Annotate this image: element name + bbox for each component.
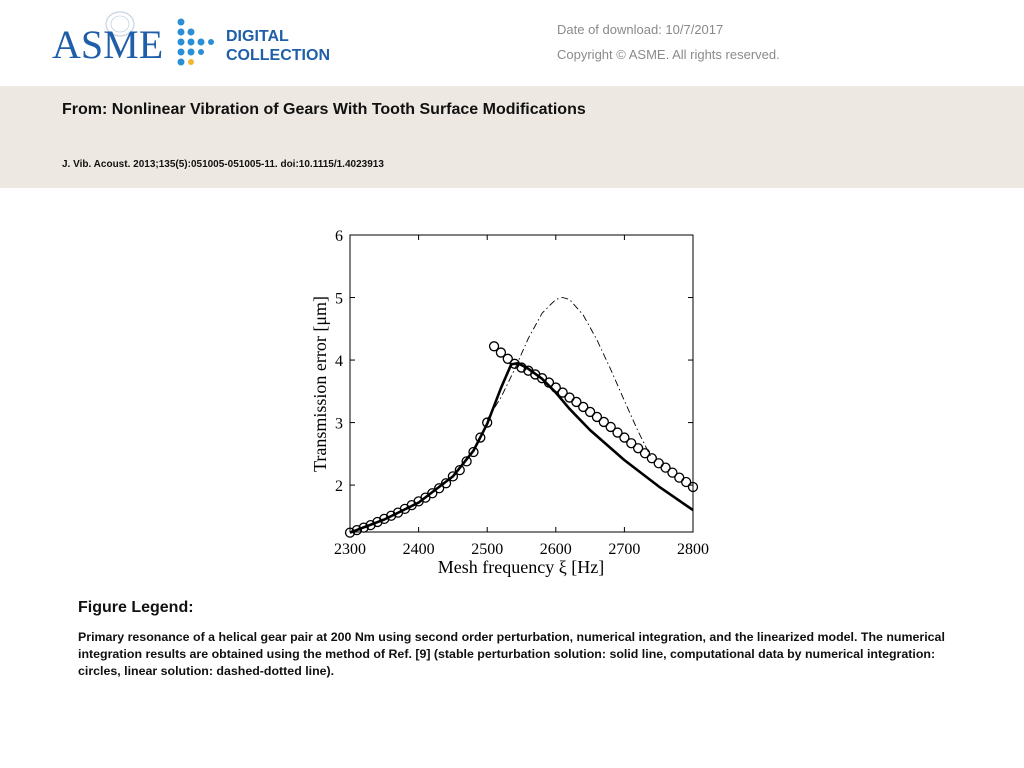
x-tick-label: 2500 (471, 541, 504, 558)
figure-legend-title: Figure Legend: (78, 599, 194, 616)
y-tick-label: 5 (335, 290, 343, 308)
figure-caption: Primary resonance of a helical gear pair at 200 Nm using second order perturbation, numerical integration, and the linearized model. The numerical integration results are obtained using the method of Ref. [9] (stable perturbation solution: solid line, computational data by numerical integration: circles, linear solution: dashed-dotted line). (78, 630, 945, 678)
y-tick-label: 2 (335, 478, 343, 496)
x-tick-label: 2300 (334, 541, 366, 558)
logo-product-line2: COLLECTION (226, 47, 330, 64)
logo-product-line1: DIGITAL (226, 28, 289, 45)
x-axis-label: Mesh frequency ξ [Hz] (437, 557, 605, 577)
page-header (0, 0, 1024, 86)
x-tick-label: 2700 (608, 541, 641, 558)
transmission-error-chart (300, 222, 730, 584)
plot-frame (350, 235, 693, 532)
x-tick-label: 2600 (539, 541, 572, 558)
y-axis-label: Transmission error [μm] (310, 296, 330, 472)
article-title: From: Nonlinear Vibration of Gears With Tooth Surface Modifications (62, 101, 586, 118)
y-tick-label: 6 (335, 228, 343, 245)
copyright-notice: Copyright © ASME. All rights reserved. (557, 47, 780, 62)
y-tick-label: 4 (335, 353, 343, 371)
x-tick-label: 2400 (402, 541, 435, 558)
article-citation: J. Vib. Acoust. 2013;135(5):051005-051005-11. doi:10.1115/1.4023913 (62, 159, 384, 170)
x-tick-label: 2800 (677, 541, 709, 558)
asme-digital-collection-logo (50, 8, 350, 74)
y-tick-label: 3 (335, 415, 343, 433)
perturbation-solution-line (350, 363, 693, 532)
logo-brand-text: ASME (52, 22, 164, 67)
download-date: Date of download: 10/7/2017 (557, 22, 724, 37)
